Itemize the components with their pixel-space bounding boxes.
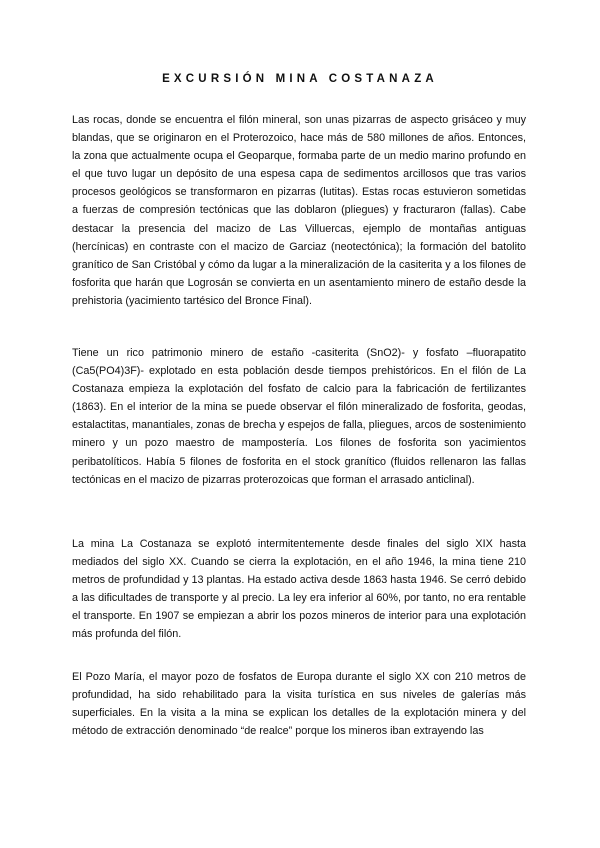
paragraph-pozo-maria: El Pozo María, el mayor pozo de fosfatos de Europa durante el siglo XX con 210 metros de profundidad, ha sido rehabilitado para la visita turística en sus niveles de galerías más superficiales. En la visita a la mina se explican los detalles de la explotación minera y del método de extracción denominado “de realce” porque los mineros iban extrayendo las	[72, 671, 526, 738]
paragraph-history: La mina La Costanaza se explotó intermitentemente desde finales del siglo XIX hasta mediados del siglo XX. Cuando se cierra la explotación, en el año 1946, la mina tiene 210 metros de profundidad y 13 plantas. Ha estado activa desde 1863 hasta 1946. Se cerró debido a las dificultades de transporte y al precio. La ley era inferior al 60%, por tanto, no era rentable el transporte. En 1907 se empiezan a abrir los pozos mineros de interior para una explotación más profunda del filón.	[72, 538, 526, 641]
paragraph-rocks: Las rocas, donde se encuentra el filón mineral, son unas pizarras de aspecto grisáceo y muy blandas, que se originaron en el Proterozoico, hace más de 580 millones de años. Entonces, la zona que actualmente ocupa el Geoparque, formaba parte de un medio marino profundo en el que tuvo lugar un depósito de una espesa capa de sedimentos arcillosos que tras varios procesos geológicos se transformaron en pizarras (lutitas). Estas rocas estuvieron sometidas a fuerzas de compresión tectónicas que las doblaron (pliegues) y fracturaron (fallas). Cabe destacar la presencia del macizo de Las Villuercas, ejemplo de montañas antiguas (hercínicas) en contraste con el macizo de Garciaz (neotectónica); la formación del batolito granítico de San Cristóbal y cómo da lugar a la mineralización de la casiterita y a los filones de fosforita que harán que Logrosán se convierta en un asentamiento minero de estaño desde la prehistoria (yacimiento tartésico del Bronce Final).	[72, 114, 526, 307]
paragraph-heritage: Tiene un rico patrimonio minero de estaño -casiterita (SnO2)- y fosfato –fluorapatito (Ca5(PO4)3F)- explotado en esta población desde tiempos prehistóricos. En el filón de La Costanaza empieza la explotación del fosfato de calcio para la fabricación de fertilizantes (1863). En el interior de la mina se puede observar el filón mineralizado de fosforita, geodas, estalactitas, manantiales, zonas de brecha y espejos de falla, pliegues, arcos de sostenimiento minero y un pozo maestro de mampostería. Los filones de fosforita son yacimientos peribatolíticos. Había 5 filones de fosforita en el stock granítico (fluidos rellenaron las fallas tectónicas en el macizo de pizarras proterozoicas que forman el arrasado anticlinal).	[72, 347, 526, 486]
document-title: EXCURSIÓN MINA COSTANAZA	[162, 73, 438, 85]
